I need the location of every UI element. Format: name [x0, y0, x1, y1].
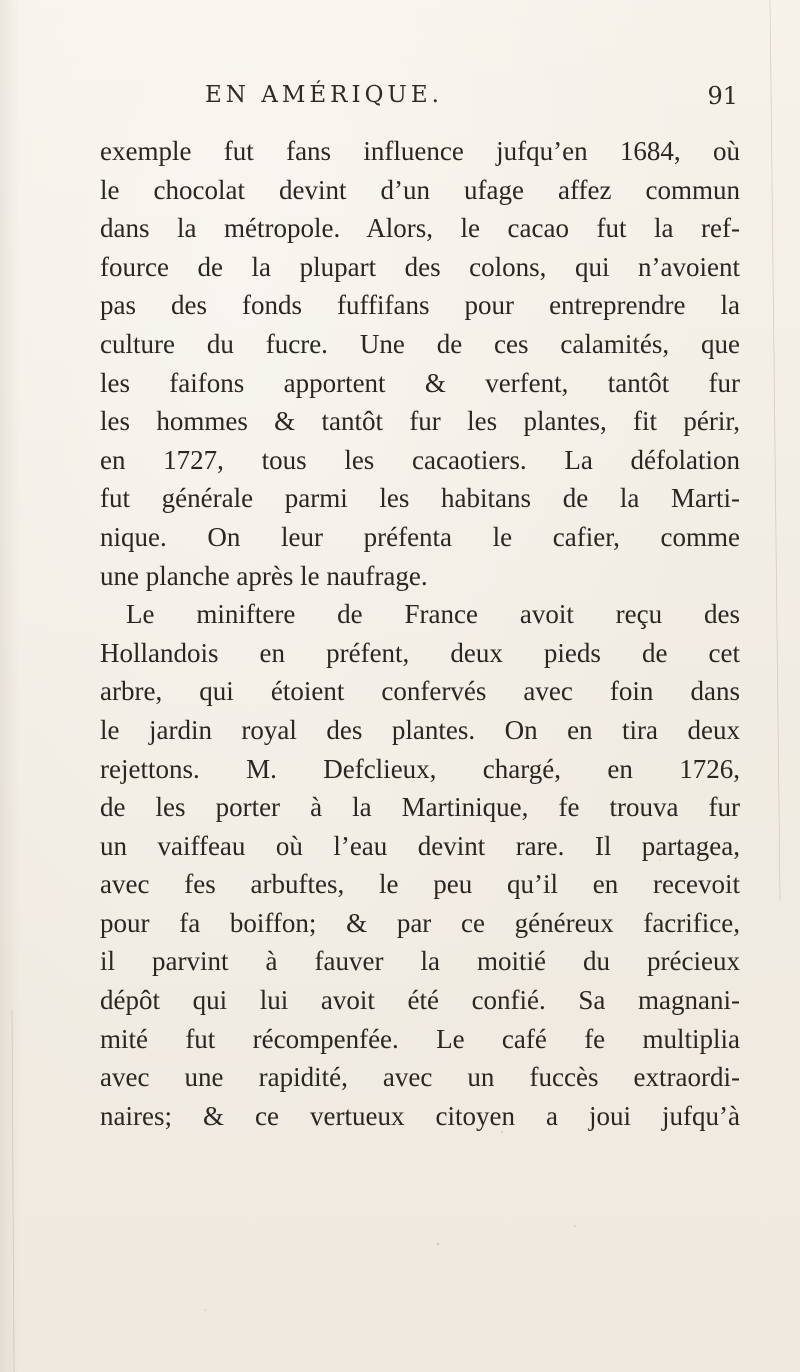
text-line: exemple fut fans influence jufqu’en 1684, où	[100, 136, 740, 166]
text-line: fource de la plupart des colons, qui n’avoient	[100, 251, 740, 282]
text-line: rejettons. M. Defclieux, chargé, en 1726,	[100, 753, 740, 784]
text-line: fut générale parmi les habitans de la Marti-	[100, 483, 740, 514]
body-text	[100, 132, 740, 1135]
text-line: Hollandois en préfent, deux pieds de cet	[100, 637, 740, 668]
text-line: pour fa boiffon; & par ce généreux facrifice,	[100, 907, 740, 938]
text-line: les hommes & tantôt fur les plantes, fit périr,	[100, 406, 740, 437]
text-line: nique. On leur préfenta le cafier, comme	[100, 521, 740, 552]
text-line: les faifons apportent & verfent, tantôt fur	[100, 367, 740, 398]
running-title: EN AMÉRIQUE.	[205, 82, 443, 108]
text-line: un vaiffeau où l’eau devint rare. Il partagea,	[100, 830, 740, 861]
text-line: avec fes arbuftes, le peu qu’il en recevoit	[100, 869, 740, 900]
text-line: mité fut récompenfée. Le café fe multiplia	[100, 1023, 740, 1054]
text-line: dépôt qui lui avoit été confié. Sa magnani-	[100, 985, 740, 1016]
text-line: naires; & ce vertueux citoyen a joui jufqu’à	[100, 1100, 740, 1131]
text-line: avec une rapidité, avec un fuccès extraordi-	[100, 1062, 740, 1093]
text-line: culture du fucre. Une de ces calamités, que	[100, 328, 740, 359]
text-line: le chocolat devint d’un ufage affez commun	[100, 174, 740, 205]
text-line: en 1727, tous les cacaotiers. La défolation	[100, 444, 740, 475]
page-gutter-shadow	[0, 0, 20, 1372]
text-line: il parvint à fauver la moitié du précieux	[100, 946, 740, 977]
page-number: 91	[707, 82, 738, 110]
text-line: arbre, qui étoient confervés avec foin dans	[100, 676, 740, 707]
text-line: le jardin royal des plantes. On en tira deux	[100, 714, 740, 745]
running-head	[0, 82, 800, 122]
paragraph-end-line: une planche après le naufrage.	[100, 560, 428, 591]
text-line: dans la métropole. Alors, le cacao fut la ref-	[100, 213, 740, 244]
text-line: pas des fonds fuffifans pour entreprendre la	[100, 290, 740, 321]
paragraph-start-line: Le miniftere de France avoit reçu des	[126, 599, 740, 630]
text-line: de les porter à la Martinique, fe trouva fur	[100, 792, 740, 823]
